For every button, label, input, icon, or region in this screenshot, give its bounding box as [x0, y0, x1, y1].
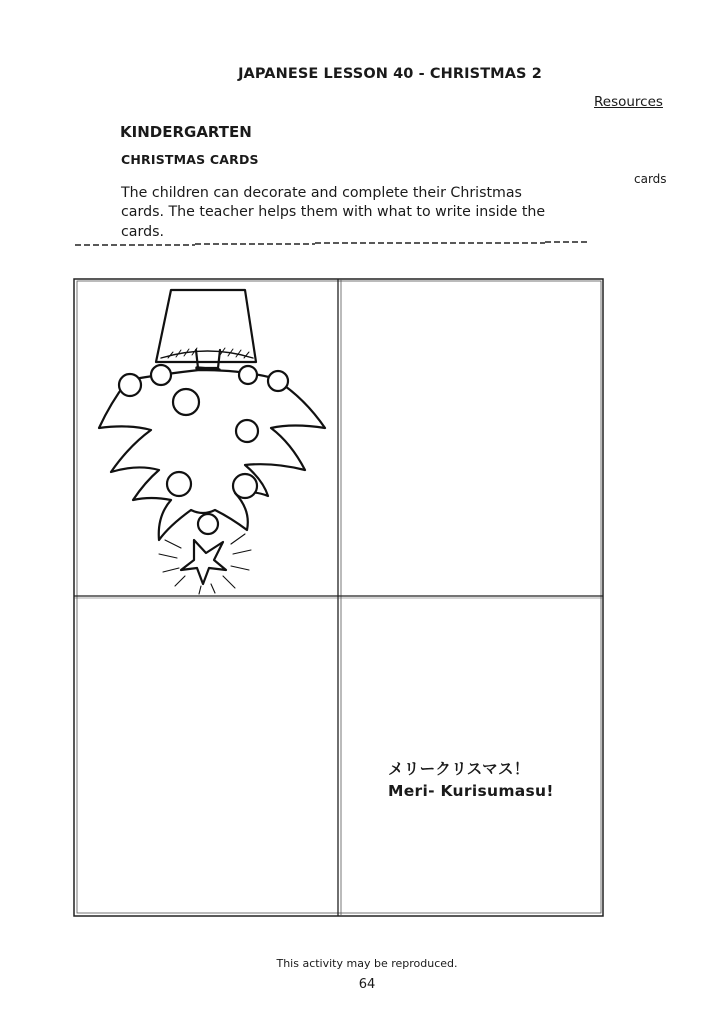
- christmas-card-template: [73, 278, 604, 917]
- resources-heading: Resources: [594, 94, 663, 110]
- greeting-japanese: メリークリスマス！: [388, 760, 530, 778]
- page-number: 64: [358, 977, 376, 992]
- greeting-romaji: Meri- Kurisumasu!: [388, 782, 554, 800]
- activity-title: CHRISTMAS CARDS: [121, 152, 259, 167]
- level-heading: KINDERGARTEN: [120, 123, 252, 141]
- cut-line-divider: [75, 238, 589, 250]
- activity-description: The children can decorate and complete their Christmas cards. The teacher helps them with what to write inside the cards.: [121, 185, 546, 240]
- christmas-tree-drawing: [99, 290, 325, 594]
- reproduction-note: This activity may be reproduced.: [276, 957, 458, 970]
- lesson-title: JAPANESE LESSON 40 - CHRISTMAS 2: [238, 66, 542, 82]
- resource-item-cards: cards: [634, 172, 667, 186]
- card-greeting: [388, 758, 554, 802]
